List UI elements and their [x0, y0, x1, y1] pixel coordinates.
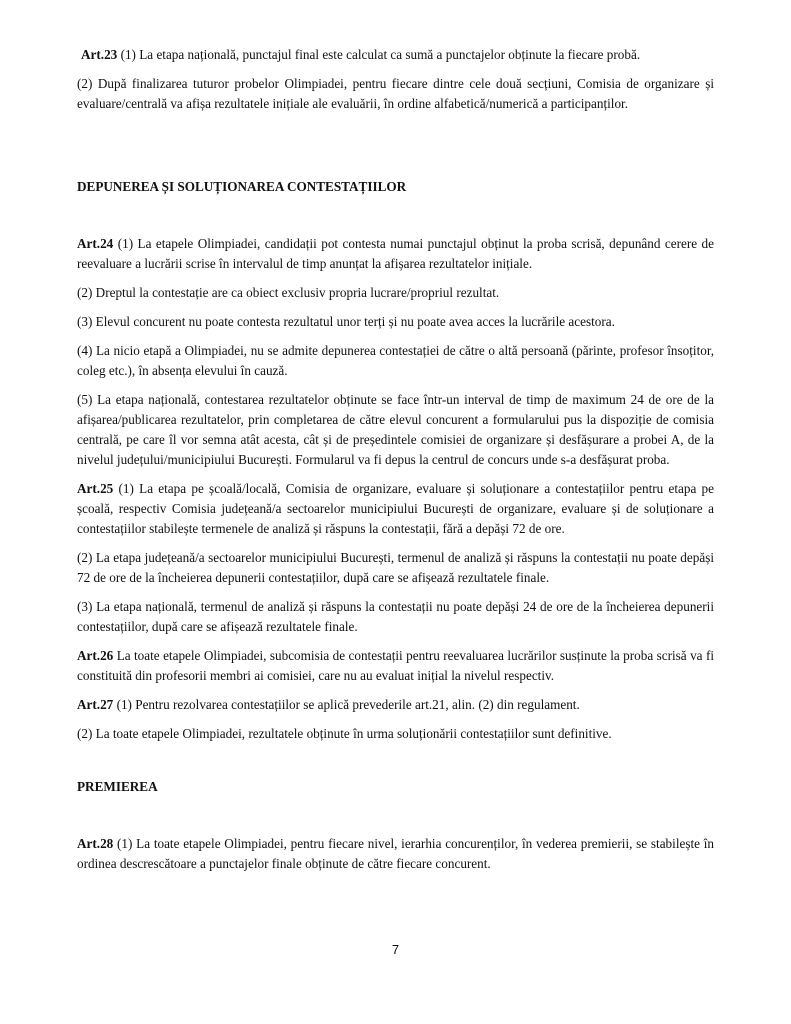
- article-label: Art.25: [77, 481, 114, 496]
- art25-paragraph-3: (3) La etapa națională, termenul de analiză și răspuns la contestații nu poate depăși 24 de ore de la încheierea depunerii contestațiilor, după care se afișează rezultatele finale.: [77, 599, 714, 634]
- art23-paragraph-1: [77, 45, 714, 65]
- art24-paragraph-5: (5) La etapa națională, contestarea rezultatelor obținute se face într-un interval de timp de maximum 24 de ore de la afișarea/publicarea rezultatelor, prin completarea de către elevul concurent a formularului pus la dispoziție de comisia centrală, pe care îl vor semna atât acesta, cât și de președintele comisiei de organizare și desfășurare a probei A, de la nivelul județului/municipiului București. Formularul va fi depus la centrul de concurs unde s-a desfășurat proba.: [77, 392, 714, 467]
- article-label: Art.28: [77, 836, 114, 851]
- art25-paragraph-1: [77, 479, 714, 539]
- paragraph-text: (1) La etapa națională, punctajul final este calculat ca sumă a punctajelor obținute la fiecare probă.: [117, 47, 641, 62]
- page-number: 7: [391, 942, 400, 957]
- art24-paragraph-2: (2) Dreptul la contestație are ca obiect exclusiv propria lucrare/propriul rezultat.: [77, 285, 500, 300]
- art24-paragraph-1: [77, 234, 714, 274]
- paragraph-text: (1) La etapa pe școală/locală, Comisia de organizare, evaluare și soluționare a contestațiilor pentru etapa pe școală, respectiv Comisia județeană/a sectoarelor municipiului București de organizare, evaluare și de soluționare a contestațiilor stabilește termenele de analiză și răspuns la contestații, fără a depăși 72 de ore.: [77, 481, 714, 536]
- art27-paragraph-1: [77, 695, 714, 715]
- paragraph-text: (1) La etapele Olimpiadei, candidații pot contesta numai punctajul obținut la proba scrisă, depunând cerere de reevaluare a lucrării scrise în intervalul de timp anunțat la afișarea rezultatelor inițiale.: [77, 236, 714, 271]
- article-label: Art.27: [77, 697, 114, 712]
- article-label: Art.24: [77, 236, 114, 251]
- art26-paragraph: [77, 646, 714, 686]
- art28-paragraph-1: [77, 834, 714, 874]
- article-label: Art.23: [81, 47, 118, 62]
- paragraph-text: (1) Pentru rezolvarea contestațiilor se aplică prevederile art.21, alin. (2) din regulament.: [113, 697, 580, 712]
- article-label: Art.26: [77, 648, 114, 663]
- section-heading-premierea: PREMIEREA: [77, 779, 158, 794]
- art24-paragraph-3: (3) Elevul concurent nu poate contesta rezultatul unor terți și nu poate avea acces la lucrările acestora.: [77, 314, 615, 329]
- art23-paragraph-2: (2) După finalizarea tuturor probelor Olimpiadei, pentru fiecare dintre cele două secțiuni, Comisia de organizare și evaluare/centrală va afișa rezultatele inițiale ale evaluării, în ordine alfabetică/numerică a participanților.: [77, 76, 714, 111]
- section-heading-contestatii: DEPUNEREA ȘI SOLUȚIONAREA CONTESTAȚIILOR: [77, 179, 407, 194]
- art27-paragraph-2: (2) La toate etapele Olimpiadei, rezultatele obținute în urma soluționării contestațiilor sunt definitive.: [77, 726, 612, 741]
- art24-paragraph-4: (4) La nicio etapă a Olimpiadei, nu se admite depunerea contestației de către o altă persoană (părinte, profesor însoțitor, coleg etc.), în absența elevului în cauză.: [77, 343, 714, 378]
- art25-paragraph-2: (2) La etapa județeană/a sectoarelor municipiului București, termenul de analiză și răspuns la contestații nu poate depăși 72 de ore de la încheierea depunerii contestațiilor, după care se afișează rezultatele finale.: [77, 550, 714, 585]
- document-body: [77, 45, 714, 883]
- paragraph-text: (1) La toate etapele Olimpiadei, pentru fiecare nivel, ierarhia concurenților, în vederea premierii, se stabilește în ordinea descrescătoare a punctajelor finale obținute de către fiecare concurent.: [77, 836, 714, 871]
- paragraph-text: La toate etapele Olimpiadei, subcomisia de contestații pentru reevaluarea lucrărilor susținute la proba scrisă va fi constituită din profesorii membri ai comisiei, care nu au evaluat inițial la nivelul respectiv.: [77, 648, 714, 683]
